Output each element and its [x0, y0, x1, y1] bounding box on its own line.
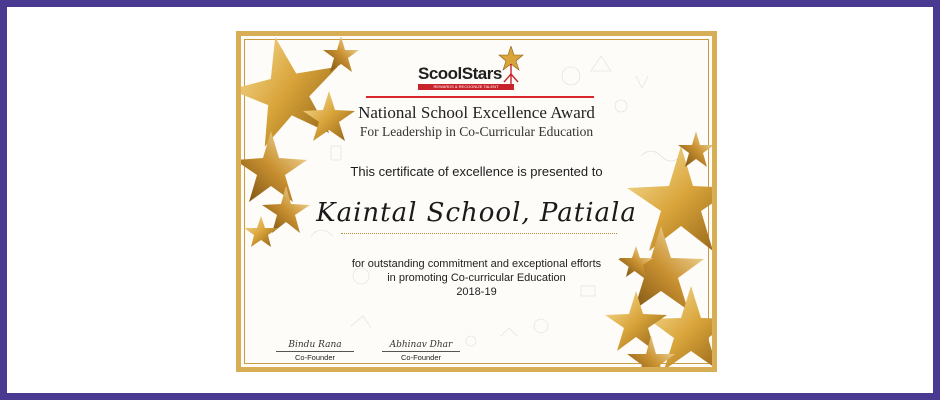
citation-line-2: in promoting Co-curricular Education — [387, 272, 566, 284]
logo-star-icon — [498, 46, 524, 86]
logo-brand-text: ScoolStars — [418, 64, 502, 83]
award-subtitle: For Leadership in Co-Curricular Education — [359, 124, 594, 139]
logo-tagline: REWARDS & RECOGNIZE TALENT — [418, 84, 514, 90]
award-title: National School Excellence Award — [358, 103, 595, 122]
presented-to-text: This certificate of excellence is presented to — [350, 164, 603, 179]
citation-year: 2018-19 — [456, 286, 497, 298]
signature-name: Bindu Rana — [288, 340, 342, 350]
signature-block-right — [371, 340, 471, 362]
signature-line — [382, 351, 460, 352]
logo-divider-rule — [366, 96, 594, 98]
signature-line — [276, 351, 354, 352]
recipient-underline — [341, 233, 617, 235]
scoolstars-logo — [416, 46, 546, 94]
recipient-name: Kaintal School, Patiala — [316, 198, 637, 228]
signature-block-left — [265, 340, 365, 362]
signature-name: Abhinav Dhar — [389, 340, 453, 350]
certificate — [236, 31, 717, 372]
signature-role: Co-Founder — [294, 353, 336, 362]
citation-line-1: for outstanding commitment and exceptional efforts — [351, 258, 602, 270]
signature-role: Co-Founder — [400, 353, 442, 362]
